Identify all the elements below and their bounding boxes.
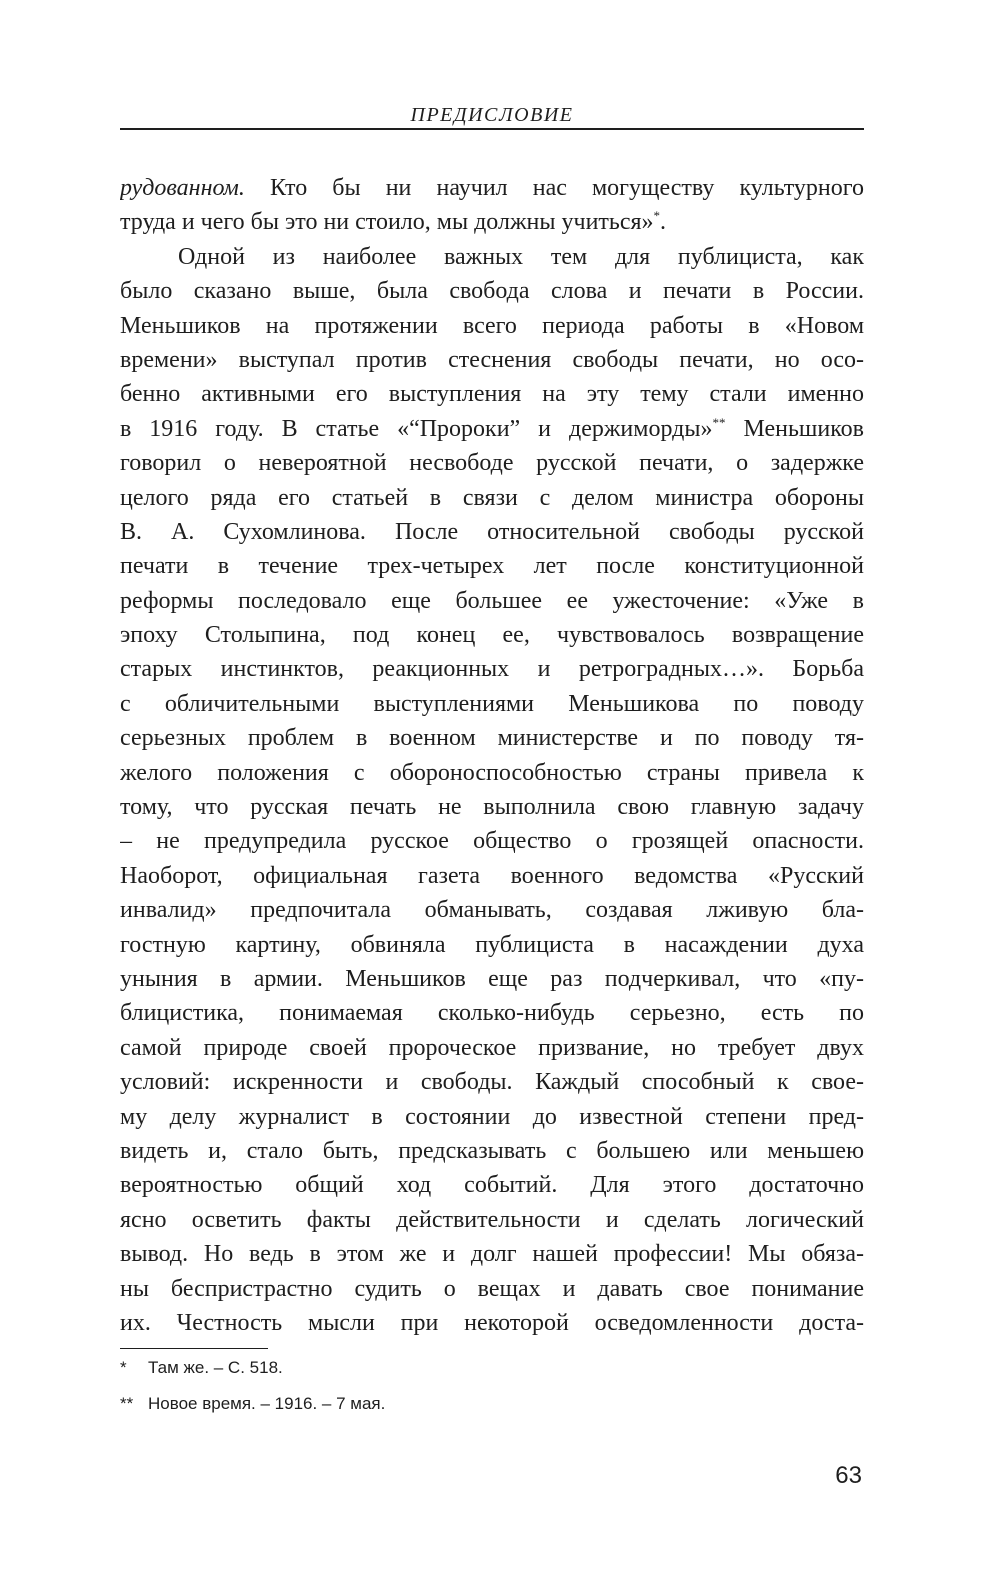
text-line-9: говорил о невероятной несвободе русской печати, о задержке	[120, 450, 864, 477]
line-text: Кто бы ни научил нас могуществу культурного	[244, 175, 864, 201]
text-line-13: реформы последовало еще большее ее ужесточение: «Уже в	[120, 587, 864, 614]
header-rule	[120, 128, 864, 130]
text-line-3: Одной из наиболее важных тем для публициста, как	[178, 243, 864, 270]
body-text	[120, 171, 864, 1340]
line-text-after: Меньшиков	[725, 415, 864, 442]
footnote-mark: **	[120, 1394, 134, 1413]
text-line-1	[120, 171, 864, 205]
text-line-31: ясно осветить факты действительности и сделать логический	[120, 1206, 864, 1233]
text-line-10: целого ряда его статьей в связи с делом министра обороны	[120, 484, 864, 511]
text-line-4: было сказано выше, была свобода слова и печати в России.	[120, 278, 864, 305]
text-line-24: уныния в армии. Меньшиков еще раз подчеркивал, что «пу-	[120, 965, 864, 992]
text-line-32: вывод. Но ведь в этом же и долг нашей профессии! Мы обяза-	[120, 1241, 864, 1268]
text-line-28: му делу журналист в состоянии до известной степени пред-	[120, 1103, 864, 1130]
text-line-18: желого положения с обороноспособностью страны привела к	[120, 759, 864, 786]
footnote-ref-2: **	[712, 414, 726, 430]
text-line-30: вероятностью общий ход событий. Для этого достаточно	[120, 1172, 864, 1199]
text-line-19: тому, что русская печать не выполнила свою главную задачу	[120, 794, 864, 821]
footnote-1	[120, 1356, 864, 1392]
text-line-29: видеть и, стало быть, предсказывать с большею или меньшею	[120, 1137, 864, 1164]
footnote-2	[120, 1392, 864, 1428]
footnotes	[120, 1356, 864, 1428]
text-line-14: эпоху Столыпина, под конец ее, чувствовалось возвращение	[120, 622, 864, 649]
text-line-5: Меньшиков на протяжении всего периода работы в «Новом	[120, 312, 864, 339]
line-text: в 1916 году. В статье «“Пророки” и держиморды»	[120, 415, 713, 442]
italic-word: рудованном.	[120, 175, 245, 201]
text-line-17: серьезных проблем в военном министерстве и по поводу тя-	[120, 725, 864, 752]
text-line-15: старых инстинктов, реакционных и ретроградных…». Борьба	[120, 656, 864, 683]
text-line-27: условий: искренности и свободы. Каждый способный к свое-	[120, 1069, 864, 1096]
text-line-6: времени» выступал против стеснения свободы печати, но осо-	[120, 346, 864, 373]
page-number: 63	[835, 1462, 862, 1489]
text-line-22: инвалид» предпочитала обманывать, создавая лживую бла-	[120, 897, 864, 924]
text-line-11: В. А. Сухомлинова. После относительной свободы русской	[120, 518, 864, 545]
text-line-34: их. Честность мысли при некоторой осведомленности доста-	[120, 1309, 864, 1336]
footnote-text: Там же. – С. 518.	[148, 1358, 283, 1377]
footnote-ref-1: *	[653, 208, 661, 224]
text-line-20: – не предупредила русское общество о грозящей опасности.	[120, 828, 864, 855]
text-line-26: самой природе своей пророческое призвание, но требует двух	[120, 1034, 864, 1061]
footnote-text: Новое время. – 1916. – 7 мая.	[148, 1394, 386, 1413]
footnote-rule	[120, 1348, 268, 1349]
text-line-7: бенно активными его выступления на эту тему стали именно	[120, 381, 864, 408]
footnote-mark: *	[120, 1358, 127, 1377]
text-line-2	[120, 205, 864, 239]
text-line-16: с обличительными выступлениями Меньшикова по поводу	[120, 690, 864, 717]
text-line-12: печати в течение трех-четырех лет после конституционной	[120, 553, 864, 580]
text-line-33: ны беспристрастно судить о вещах и давать свое понимание	[120, 1275, 864, 1302]
text-line-21: Наоборот, официальная газета военного ведомства «Русский	[120, 862, 864, 889]
line-text: труда и чего бы это ни стоило, мы должны учиться»	[120, 209, 654, 236]
line-text-after: .	[660, 209, 667, 236]
text-line-25: блицистика, понимаемая сколько-нибудь серьезно, есть по	[120, 1000, 864, 1027]
running-head: ПРЕДИСЛОВИЕ	[410, 104, 574, 126]
text-line-23: гостную картину, обвиняла публициста в насаждении духа	[120, 931, 864, 958]
text-line-8	[120, 412, 864, 446]
